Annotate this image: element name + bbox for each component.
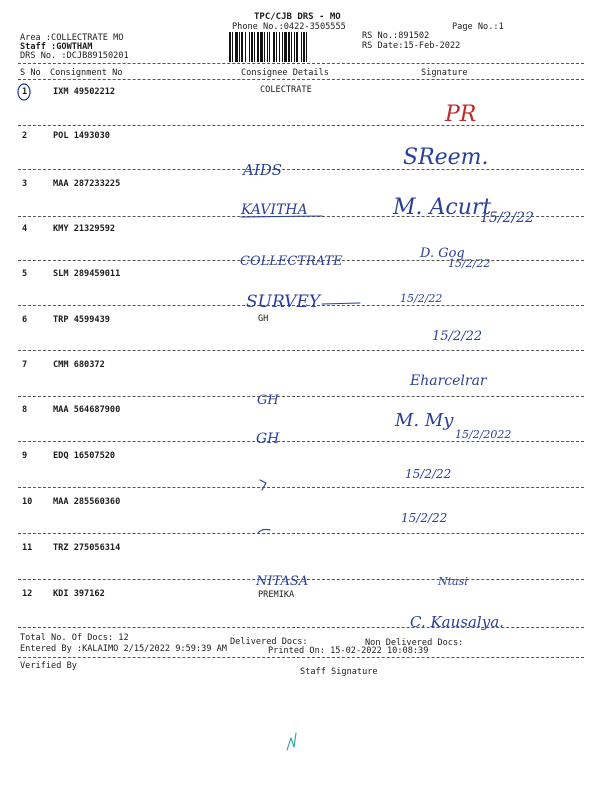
phone-number: Phone No.:0422-3505555 (232, 22, 346, 32)
signature-row-4: D. Goq (420, 246, 465, 261)
date-row-5: 15/2/22 (400, 292, 443, 305)
page-number: Page No.:1 (452, 22, 504, 32)
col-header-sno: S No (20, 68, 41, 78)
row-consignment: SLM 289459011 (53, 269, 121, 279)
circle-mark-1 (18, 84, 30, 100)
handwritten-collectrate: COLLECTRATE (240, 254, 343, 269)
stray-ink-mark (287, 733, 296, 750)
staff-label: Staff :GOWTHAM (20, 42, 93, 52)
row-consignment: KDI 397162 (53, 589, 105, 599)
col-header-consignee: Consignee Details (241, 68, 329, 78)
signature-row-3: M. Acurt (393, 195, 492, 220)
row-sno: 6 (22, 315, 28, 325)
date-row-8: 15/2/2022 (455, 428, 512, 441)
signature-row-12: C. Kausalya. (410, 613, 504, 631)
date-row-6: 15/2/22 (432, 329, 483, 344)
handwritten-kavitha: KAVITHA (241, 202, 308, 218)
row-sno: 4 (22, 224, 28, 234)
row-consignment: EDQ 16507520 (53, 451, 116, 461)
handwritten-nitasa: NITASA (256, 574, 309, 589)
date-row-9: 15/2/22 (405, 467, 452, 481)
area-label: Area :COLLECTRATE MO (20, 33, 124, 43)
rs-number: RS No.:891502 (362, 31, 430, 41)
total-docs: Total No. Of Docs: 12 (20, 633, 129, 643)
handwritten-gh-2: GH (256, 431, 280, 447)
row-sno: 9 (22, 451, 28, 461)
signature-row-11: Ntasi (438, 575, 468, 588)
handwritten-survey: SURVEY (246, 292, 321, 312)
row-consignment: CMM 680372 (53, 360, 105, 370)
row-sno: 1 (22, 87, 28, 97)
row-sno: 2 (22, 131, 28, 141)
row-consignment: IXM 49502212 (53, 87, 116, 97)
row-consignment: MAA 285560360 (53, 497, 121, 507)
row-consignment: TRP 4599439 (53, 315, 110, 325)
date-row-10: 15/2/22 (401, 511, 448, 525)
row-sno: 11 (22, 543, 33, 553)
survey-tail-stroke (322, 303, 360, 304)
row-consignment: KMY 21329592 (53, 224, 116, 234)
entered-by: Entered By :KALAIMO 2/15/2022 9:59:39 AM (20, 644, 227, 654)
row-sno: 10 (22, 497, 33, 507)
document-title: TPC/CJB DRS - MO (254, 12, 341, 22)
row-consignment: MAA 564687900 (53, 405, 121, 415)
handwritten-aids: AIDS (243, 161, 283, 179)
row-sno: 7 (22, 360, 28, 370)
row-consignment: POL 1493030 (53, 131, 110, 141)
tick-mark-row-9 (260, 480, 266, 490)
rs-date: RS Date:15-Feb-2022 (362, 41, 461, 51)
handwritten-gh-1: GH (257, 393, 279, 408)
row-consignee: GH (258, 314, 269, 324)
row-consignee: COLECTRATE (260, 85, 312, 95)
row-consignment: TRZ 275056314 (53, 543, 121, 553)
printed-on: Printed On: 15-02-2022 10:08:39 (268, 646, 429, 656)
handwritten-pr: PR (445, 102, 477, 127)
row-consignment: MAA 287233225 (53, 179, 121, 189)
signature-row-7: Eharcelrar (410, 373, 487, 389)
row-sno: 8 (22, 405, 28, 415)
col-header-signature: Signature (421, 68, 468, 78)
row-sno: 5 (22, 269, 28, 279)
row-consignee: PREMIKA (258, 590, 295, 600)
col-header-consignment: Consignment No (50, 68, 123, 78)
row-sno: 12 (22, 589, 33, 599)
signature-row-2: SReem. (403, 145, 489, 170)
tick-mark-row-10 (258, 529, 270, 533)
row-sno: 3 (22, 179, 28, 189)
date-row-4: 15/2/22 (448, 257, 491, 270)
staff-signature-label: Staff Signature (300, 667, 378, 677)
verified-by: Verified By (20, 661, 77, 671)
drs-number: DRS No. :DCJB89150201 (20, 51, 129, 61)
date-row-3: 15/2/22 (480, 210, 534, 226)
signature-row-8: M. My (395, 410, 454, 431)
non-delivered-docs: Non Delivered Docs: (365, 638, 464, 648)
delivered-docs: Delivered Docs: (230, 637, 308, 647)
